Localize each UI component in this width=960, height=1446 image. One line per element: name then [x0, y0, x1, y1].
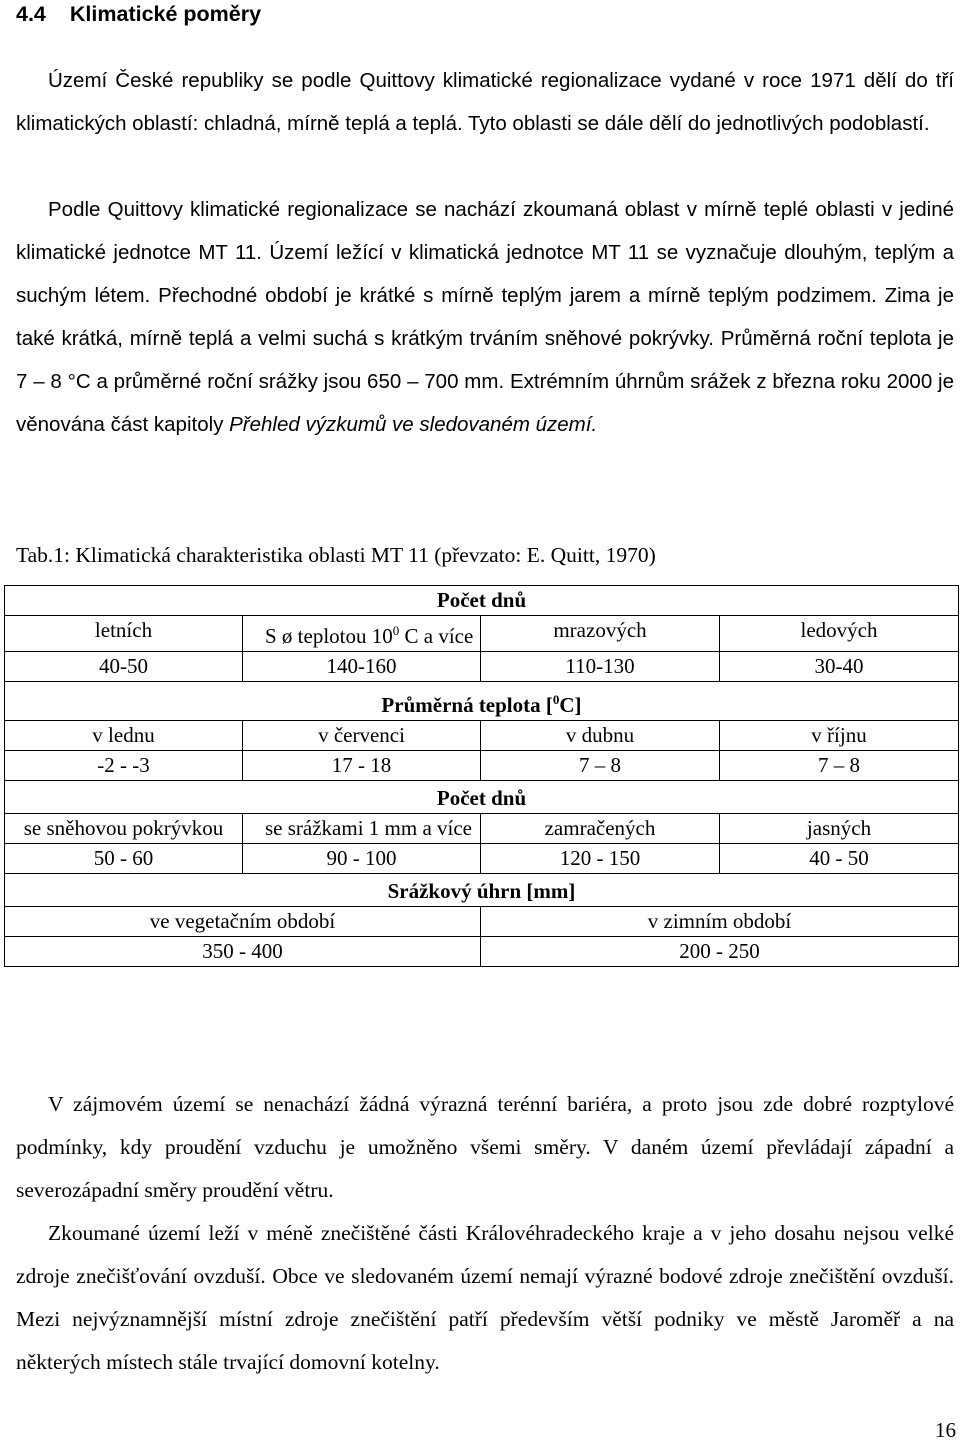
- table-cell: jasných: [720, 814, 959, 844]
- paragraph-dispersion: [16, 1083, 954, 1212]
- table-cell: 17 - 18: [243, 751, 481, 781]
- table-section-header: Srážkový úhrn [mm]: [5, 874, 959, 907]
- paragraph-text: V zájmovém území se nenachází žádná výrazná terénní bariéra, a proto jsou zde dobré rozptylové podmínky, kdy proudění vzduchu je umožněno všemi směry. V daném území převládají západní a severozápadní směry proudění větru.: [16, 1092, 954, 1202]
- table-section-header: Počet dnů: [5, 586, 959, 616]
- table-cell: v červenci: [243, 721, 481, 751]
- table-cell: 7 – 8: [481, 751, 720, 781]
- section-heading: [16, 0, 261, 28]
- table-cell: zamračených: [481, 814, 720, 844]
- table-cell: 40-50: [5, 652, 243, 682]
- table-cell: 350 - 400: [5, 937, 481, 967]
- table-cell: 110-130: [481, 652, 720, 682]
- table-cell: letních: [5, 616, 243, 652]
- paragraph-text: Zkoumané území leží v méně znečištěné části Královéhradeckého kraje a v jeho dosahu nejsou velké zdroje znečišťování ovzduší. Obce ve sledovaném území nemají výrazné bodové zdroje znečištění ovzduší. Mezi nejvýznamnější místní zdroje znečištění patří především větší podniky ve městě Jaroměř a na některých místech stále trvající domovní kotelny.: [16, 1221, 954, 1374]
- table-cell: se srážkami 1 mm a více: [243, 814, 481, 844]
- table-cell: 90 - 100: [243, 844, 481, 874]
- chapter-reference: Přehled výzkumů ve sledovaném území.: [229, 413, 598, 436]
- table-cell: 7 – 8: [720, 751, 959, 781]
- section-title: Klimatické poměry: [69, 2, 262, 26]
- table-cell: v říjnu: [720, 721, 959, 751]
- superscript: 0: [392, 623, 400, 638]
- table-cell: mrazových: [481, 616, 720, 652]
- paragraph-study-area: [16, 188, 954, 446]
- table-cell: 30-40: [720, 652, 959, 682]
- table-cell: 140-160: [243, 652, 481, 682]
- paragraph-pollution: [16, 1212, 954, 1384]
- climate-table: [4, 585, 959, 967]
- paragraph-text: Zima je také krátká, mírně teplá a velmi suchá s krátkým trváním sněhové pokrývky. Průměrná roční teplota je 7 – 8 °C a průměrné roční srážky jsou 650 – 700 mm. Extrémním úhrnům srážek z března roku 2000 je věnována část kapitoly: [16, 284, 954, 436]
- table-cell: v dubnu: [481, 721, 720, 751]
- table-cell: v lednu: [5, 721, 243, 751]
- table-caption: Tab.1: Klimatická charakteristika oblasti MT 11 (převzato: E. Quitt, 1970): [16, 543, 656, 567]
- table-cell: ledových: [720, 616, 959, 652]
- table-cell: -2 - -3: [5, 751, 243, 781]
- paragraph-text: Území České republiky se podle Quittovy klimatické regionalizace vydané v roce 1971 dělí do tří klimatických oblastí: chladná, mírně teplá a teplá. Tyto oblasti se dále dělí do jednotlivých podoblastí.: [16, 69, 954, 135]
- paragraph-text: Podle Quittovy klimatické regionalizace se nachází zkoumaná oblast v mírně teplé oblasti v jediné klimatické jednotce MT 11. Území ležící v klimatická jednotce MT 11 se vyznačuje dlouhým, teplým a suchým létem. Přechodné období je krátké s mírně teplým jarem a mírně teplým podzimem.: [16, 198, 954, 307]
- table-cell: ve vegetačním období: [5, 907, 481, 937]
- table-cell: 40 - 50: [720, 844, 959, 874]
- table-cell: S ø teplotou $10^0$ C a více: [243, 616, 481, 652]
- table-section-header: Počet dnů: [5, 781, 959, 814]
- table-cell: se sněhovou pokrývkou: [5, 814, 243, 844]
- section-number: 4.4: [16, 2, 46, 26]
- table-cell: v zimním období: [481, 907, 959, 937]
- table-cell: 50 - 60: [5, 844, 243, 874]
- superscript: 0: [552, 692, 560, 707]
- paragraph-regionalization: [16, 59, 954, 145]
- table-cell: 200 - 250: [481, 937, 959, 967]
- table-cell: 120 - 150: [481, 844, 720, 874]
- page-number: 16: [935, 1418, 956, 1442]
- table-section-header: Průměrná teplota [$^0$C]: [5, 682, 959, 721]
